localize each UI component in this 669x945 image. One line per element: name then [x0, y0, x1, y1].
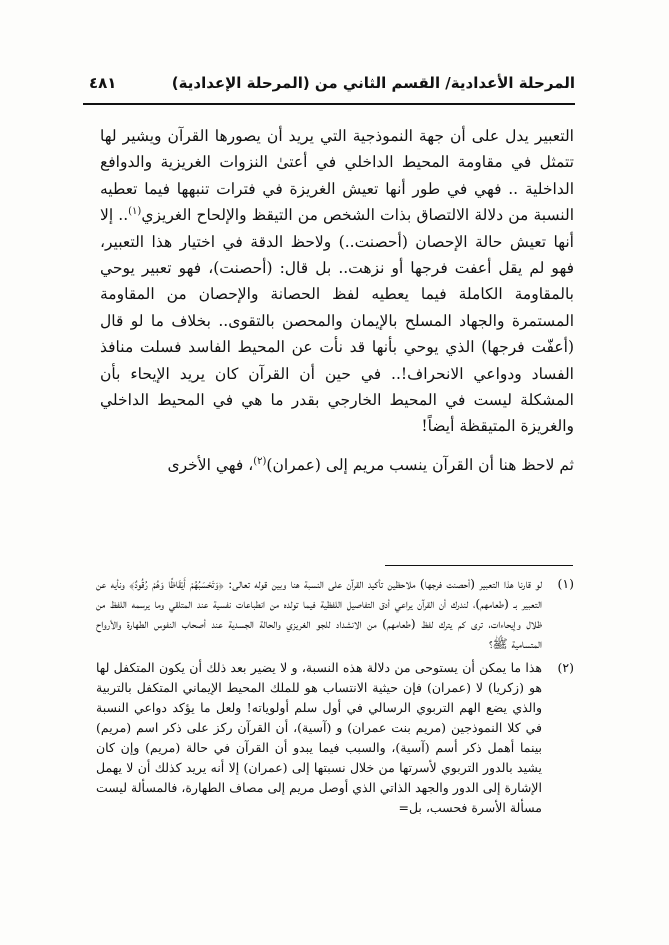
paragraph-2-text-a: ثم لاحظ هنا أن القرآن ينسب مريم إلى (عمران) [266, 455, 574, 474]
footnote-ref-2: (٢) [253, 455, 267, 467]
footnote-2-text: هذا ما يمكن أن يستوحى من دلالة هذه النسبة، و لا يضير بعد ذلك أن يكون المتكفل لها هو (زكريا) لا (عمران) فإن حيثية الانتساب هو للملك المحيط الإيماني المتكفل بالتربية والذي يضع الهم التربوي الرسالي في أول سلم أولوياته! ولعل ما يؤكد دواعي النسبة في كلا النموذجين (مريم بنت عمران) و (آسية)، أن القرآن ركز على ذكر اسم (مريم) بينما أهمل ذكر أسم (آسية)، والسبب فيما يبدو أن القرآن في حالة (مريم) وإن كان يشيد بالدور التربوي لأسرتها من خلال نسبتها إلى (عمران) إلا أنه يريد كذلك أن لا يهمل الإشارة إلى الدور والجهد الذاتي الذي أوصل مريم إلى مصاف الطهارة، فالمسألة ليست مسألة الأسرة فحسب، بل= [96, 660, 542, 815]
footnote-1-text: لو قارنا هذا التعبير (أحصنت فرجها) ملاحظين تأكيد القرآن على النسبة هنا وبين قوله تعالى: ﴿وَتَحْسَبُهُمْ أَيْقَاظًا وَهُمْ رُقُودٌ﴾ ونأيه عن التعبير بـ (طعامهم)، لندرك أن القرآن يراعي أدق التفاصيل اللفظية فيما تولده من انطباعات نفسية عند المتلقي وما يرسمه اللفظ من ظلال وإيحاءات، ترى كم يترك لفظ (طعامهم) من الانشداد للجو الغريزي والحالة الجسدية عند أصحاب النفوس الطهارة والأرواح المتسامية ﷺ؟ [96, 576, 542, 651]
footnote-2 [96, 658, 574, 818]
main-text [100, 123, 574, 478]
running-header [85, 68, 575, 102]
footnote-divider [385, 565, 573, 566]
footnote-1 [96, 574, 574, 654]
footnote-2-number: (٢) [557, 660, 574, 675]
paragraph-2-text-b: ، فهي الأخرى [167, 455, 254, 474]
footnote-ref-1: (١) [128, 206, 142, 218]
footnote-1-number: (١) [557, 576, 574, 591]
paragraph-1-text-a: التعبير يدل على أن جهة النموذجية التي يريد أن يصورها القرآن ويشير لها تتمثل في مقاومة المحيط الداخلي في أعتىٰ النزوات الغريزية والدوافع الداخلية .. فهي في طور أنها تعيش الغريزة في فترات تنبهها فيما تعطيه النسبة من دلالة الالتصاق بذات الشخص من التيقظ والإلحاح الغريزي [100, 127, 575, 225]
header-divider [83, 103, 575, 105]
page-number: ٤٨١ [89, 74, 117, 92]
footnotes [96, 574, 574, 818]
header-title: المرحلة الأعدادية/ القسم الثاني من (المرحلة الإعدادية) [171, 74, 575, 92]
paragraph-2 [100, 452, 574, 478]
paragraph-1-text-b: .. إلا أنها تعيش حالة الإحصان (أحصنت..) ولاحظ الدقة في اختيار هذا التعبير، فهو لم يقل أعفت فرجها أو نزهت.. بل قال: (أحصنت)، فهو تعبير يوحي بالمقاومة الكاملة فيما يعطيه لفظ الحصانة والإحصان من المقاومة المستمرة والجهاد المسلح بالإيمان والمحصن بالتقوى.. بخلاف ما لو قال (أعفّت فرجها) الذي يوحي بأنها قد نأت عن المحيط الفاسد فسلت منافذ الفساد ودواعي الانحراف!.. في حين أن القرآن كان يريد الإيحاء بأن المشكلة ليست في المحيط الخارجي بقدر ما هي في المحيط الداخلي والغريزة المتيقظة أيضاً! [100, 206, 574, 436]
paragraph-1 [100, 123, 574, 440]
